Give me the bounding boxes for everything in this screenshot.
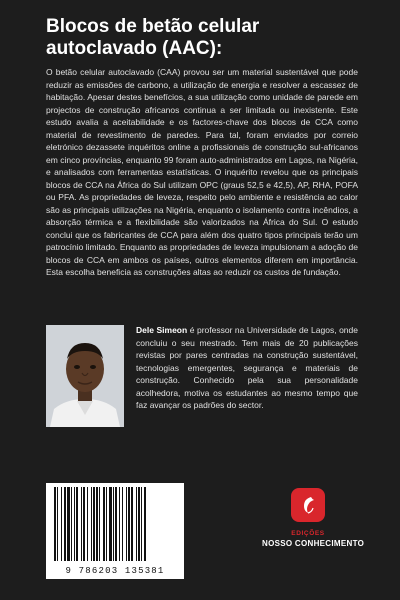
barcode-bar (67, 487, 70, 561)
barcode-bar (57, 487, 58, 561)
barcode-bar (141, 487, 142, 561)
barcode-bar (61, 487, 62, 561)
barcode-bar (106, 487, 107, 561)
barcode-bar (119, 487, 120, 561)
book-abstract: O betão celular autoclavado (CAA) provou ser um material sustentável que pode reduzir as emissões de carbono, a utilização de energia e resolver a escassez de habitação. Apesar destes benefícios, a sua utilização como unidade de parede em projectos de construção africanos continua a ser limitada ou inexistente. Este estudo avalia a aceitabilidade e os factores-chave dos blocos de CCA como material de revestimento de paredes. Para tal, foram enviados por correio eletrónico dezassete inquéritos online a profissionais de construção sul-africanos em cinco províncias, enquanto 99 foram auto-administrados em Lagos, na Nigéria, e analisados com ferramentas estatísticas. O inquérito revelou que os principais blocos de CCA na África do Sul utilizam OPC (graus 52,5 e 42,5), AP, RHA, POFA ou PFA. As propriedades de leveza, respeito pelo ambiente e resistência ao calor são as principais utilizações na Nigéria, enquanto o isolamento contra incêndios, a absorção térmica e a flexibilidade são valorizados na África do Sul. O estudo conclui que os fabricantes de CCA para além dos quatro tipos principais terão um patrocínio limitado. Enquanto as propriedades de leveza impulsionam a adoção de blocos de CCA em ambos os países, outros elementos diferem em importância. Esta escolha beneficia as construções altas ao reduzir os custos de fundação. (46, 67, 358, 277)
barcode-bar (74, 487, 75, 561)
author-name: Dele Simeon (136, 325, 188, 335)
barcode-bar (96, 487, 98, 561)
barcode-bar (122, 487, 123, 561)
isbn-barcode (46, 483, 184, 579)
publisher-line1: EDIÇÕES (291, 530, 325, 537)
barcode-bar (131, 487, 133, 561)
publisher-block (262, 488, 365, 548)
barcode-bar (136, 487, 137, 561)
barcode-bar (128, 487, 130, 561)
barcode-bar (126, 487, 127, 561)
isbn-digits: 9 786203 135381 (65, 566, 165, 576)
barcode-bar (93, 487, 95, 561)
barcode-bars (50, 487, 180, 561)
barcode-bar (54, 487, 56, 561)
barcode-bar (115, 487, 117, 561)
author-bio (136, 324, 358, 412)
publisher-line2: NOSSO CONHECIMENTO (262, 539, 365, 548)
barcode-bar (113, 487, 114, 561)
publisher-logo-icon (291, 488, 325, 522)
barcode-bar (99, 487, 100, 561)
barcode-bar (71, 487, 72, 561)
author-bio-text: é professor na Universidade de Lagos, onde concluiu o seu mestrado. Tem mais de 20 publicações revistas por pares centradas na construção sustentável, tecnologias emergentes, segurança e materiais de construção. Conhecido pela sua personalidade acolhedora, motiva os estudantes ao mesmo tempo que faz avançar os padrões do sector. (136, 325, 358, 410)
book-title: Blocos de betão celular autoclavado (AAC): (46, 16, 260, 59)
author-photo (46, 325, 124, 427)
barcode-bar (81, 487, 82, 561)
barcode-bar (76, 487, 78, 561)
barcode-bar (109, 487, 112, 561)
barcode-bar (87, 487, 88, 561)
barcode-bar (144, 487, 146, 561)
barcode-bar (103, 487, 105, 561)
barcode-bar (64, 487, 66, 561)
barcode-bar (138, 487, 140, 561)
barcode-bar (83, 487, 85, 561)
barcode-bar (91, 487, 92, 561)
